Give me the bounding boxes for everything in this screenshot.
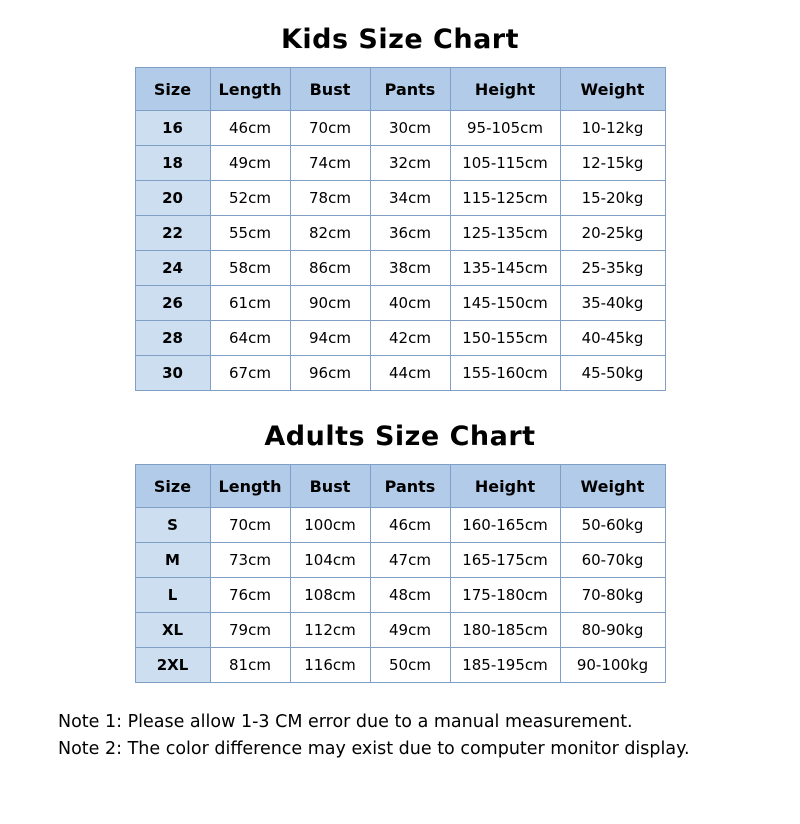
- cell-size: 26: [135, 286, 210, 321]
- column-header-bust: Bust: [290, 68, 370, 111]
- cell-height: 180-185cm: [450, 613, 560, 648]
- cell-bust: 96cm: [290, 356, 370, 391]
- kids-size-chart-block: [0, 24, 800, 391]
- column-header-pants: Pants: [370, 465, 450, 508]
- cell-bust: 104cm: [290, 543, 370, 578]
- table-row: [135, 356, 665, 391]
- cell-weight: 40-45kg: [560, 321, 665, 356]
- cell-pants: 38cm: [370, 251, 450, 286]
- column-header-weight: Weight: [560, 465, 665, 508]
- cell-pants: 42cm: [370, 321, 450, 356]
- table-row: [135, 321, 665, 356]
- cell-pants: 49cm: [370, 613, 450, 648]
- cell-length: 67cm: [210, 356, 290, 391]
- adults-size-chart-block: [0, 421, 800, 683]
- cell-pants: 50cm: [370, 648, 450, 683]
- cell-bust: 70cm: [290, 111, 370, 146]
- cell-pants: 44cm: [370, 356, 450, 391]
- cell-weight: 15-20kg: [560, 181, 665, 216]
- cell-length: 58cm: [210, 251, 290, 286]
- table-row: [135, 543, 665, 578]
- cell-weight: 90-100kg: [560, 648, 665, 683]
- cell-size: 22: [135, 216, 210, 251]
- cell-length: 49cm: [210, 146, 290, 181]
- cell-length: 46cm: [210, 111, 290, 146]
- cell-bust: 78cm: [290, 181, 370, 216]
- cell-weight: 80-90kg: [560, 613, 665, 648]
- cell-weight: 20-25kg: [560, 216, 665, 251]
- cell-height: 105-115cm: [450, 146, 560, 181]
- cell-size: 2XL: [135, 648, 210, 683]
- cell-height: 115-125cm: [450, 181, 560, 216]
- adults-table-body: [135, 508, 665, 683]
- cell-height: 145-150cm: [450, 286, 560, 321]
- cell-length: 61cm: [210, 286, 290, 321]
- kids-chart-title: Kids Size Chart: [280, 24, 520, 55]
- cell-weight: 60-70kg: [560, 543, 665, 578]
- cell-bust: 86cm: [290, 251, 370, 286]
- column-header-size: Size: [135, 68, 210, 111]
- column-header-weight: Weight: [560, 68, 665, 111]
- cell-weight: 45-50kg: [560, 356, 665, 391]
- column-header-bust: Bust: [290, 465, 370, 508]
- kids-table-body: [135, 111, 665, 391]
- notes-section: [0, 709, 800, 763]
- adults-size-table: [135, 464, 666, 683]
- table-row: [135, 508, 665, 543]
- cell-bust: 112cm: [290, 613, 370, 648]
- cell-height: 150-155cm: [450, 321, 560, 356]
- column-header-height: Height: [450, 465, 560, 508]
- cell-size: 16: [135, 111, 210, 146]
- cell-height: 125-135cm: [450, 216, 560, 251]
- cell-length: 70cm: [210, 508, 290, 543]
- cell-size: S: [135, 508, 210, 543]
- adults-table-head: [135, 465, 665, 508]
- cell-weight: 35-40kg: [560, 286, 665, 321]
- table-row: [135, 146, 665, 181]
- cell-height: 160-165cm: [450, 508, 560, 543]
- column-header-pants: Pants: [370, 68, 450, 111]
- cell-bust: 82cm: [290, 216, 370, 251]
- cell-height: 135-145cm: [450, 251, 560, 286]
- table-row: [135, 578, 665, 613]
- table-row: [135, 251, 665, 286]
- adults-chart-title: Adults Size Chart: [264, 421, 536, 452]
- cell-length: 81cm: [210, 648, 290, 683]
- cell-weight: 12-15kg: [560, 146, 665, 181]
- column-header-length: Length: [210, 68, 290, 111]
- cell-size: 30: [135, 356, 210, 391]
- cell-height: 95-105cm: [450, 111, 560, 146]
- cell-size: 20: [135, 181, 210, 216]
- cell-length: 55cm: [210, 216, 290, 251]
- cell-weight: 10-12kg: [560, 111, 665, 146]
- cell-length: 73cm: [210, 543, 290, 578]
- cell-height: 155-160cm: [450, 356, 560, 391]
- note-line-1: Note 1: Please allow 1-3 CM error due to a manual measurement.: [58, 712, 633, 732]
- cell-height: 175-180cm: [450, 578, 560, 613]
- cell-bust: 108cm: [290, 578, 370, 613]
- table-row: [135, 216, 665, 251]
- cell-pants: 32cm: [370, 146, 450, 181]
- table-row: [135, 648, 665, 683]
- column-header-height: Height: [450, 68, 560, 111]
- note-line-2: Note 2: The color difference may exist due to computer monitor display.: [58, 739, 690, 760]
- cell-weight: 25-35kg: [560, 251, 665, 286]
- cell-length: 76cm: [210, 578, 290, 613]
- cell-pants: 46cm: [370, 508, 450, 543]
- cell-size: 24: [135, 251, 210, 286]
- cell-length: 79cm: [210, 613, 290, 648]
- cell-height: 165-175cm: [450, 543, 560, 578]
- cell-weight: 70-80kg: [560, 578, 665, 613]
- kids-size-table: [135, 67, 666, 391]
- cell-size: M: [135, 543, 210, 578]
- cell-length: 64cm: [210, 321, 290, 356]
- cell-pants: 30cm: [370, 111, 450, 146]
- cell-size: L: [135, 578, 210, 613]
- cell-size: 28: [135, 321, 210, 356]
- cell-height: 185-195cm: [450, 648, 560, 683]
- cell-size: XL: [135, 613, 210, 648]
- cell-bust: 116cm: [290, 648, 370, 683]
- kids-table-head: [135, 68, 665, 111]
- cell-pants: 48cm: [370, 578, 450, 613]
- table-row: [135, 286, 665, 321]
- cell-pants: 47cm: [370, 543, 450, 578]
- cell-pants: 34cm: [370, 181, 450, 216]
- table-header-row: [135, 68, 665, 111]
- cell-pants: 40cm: [370, 286, 450, 321]
- table-row: [135, 111, 665, 146]
- cell-weight: 50-60kg: [560, 508, 665, 543]
- cell-bust: 90cm: [290, 286, 370, 321]
- table-row: [135, 181, 665, 216]
- column-header-length: Length: [210, 465, 290, 508]
- cell-length: 52cm: [210, 181, 290, 216]
- cell-bust: 100cm: [290, 508, 370, 543]
- cell-pants: 36cm: [370, 216, 450, 251]
- table-row: [135, 613, 665, 648]
- cell-bust: 74cm: [290, 146, 370, 181]
- cell-bust: 94cm: [290, 321, 370, 356]
- table-header-row: [135, 465, 665, 508]
- size-chart-page: [0, 24, 800, 824]
- column-header-size: Size: [135, 465, 210, 508]
- cell-size: 18: [135, 146, 210, 181]
